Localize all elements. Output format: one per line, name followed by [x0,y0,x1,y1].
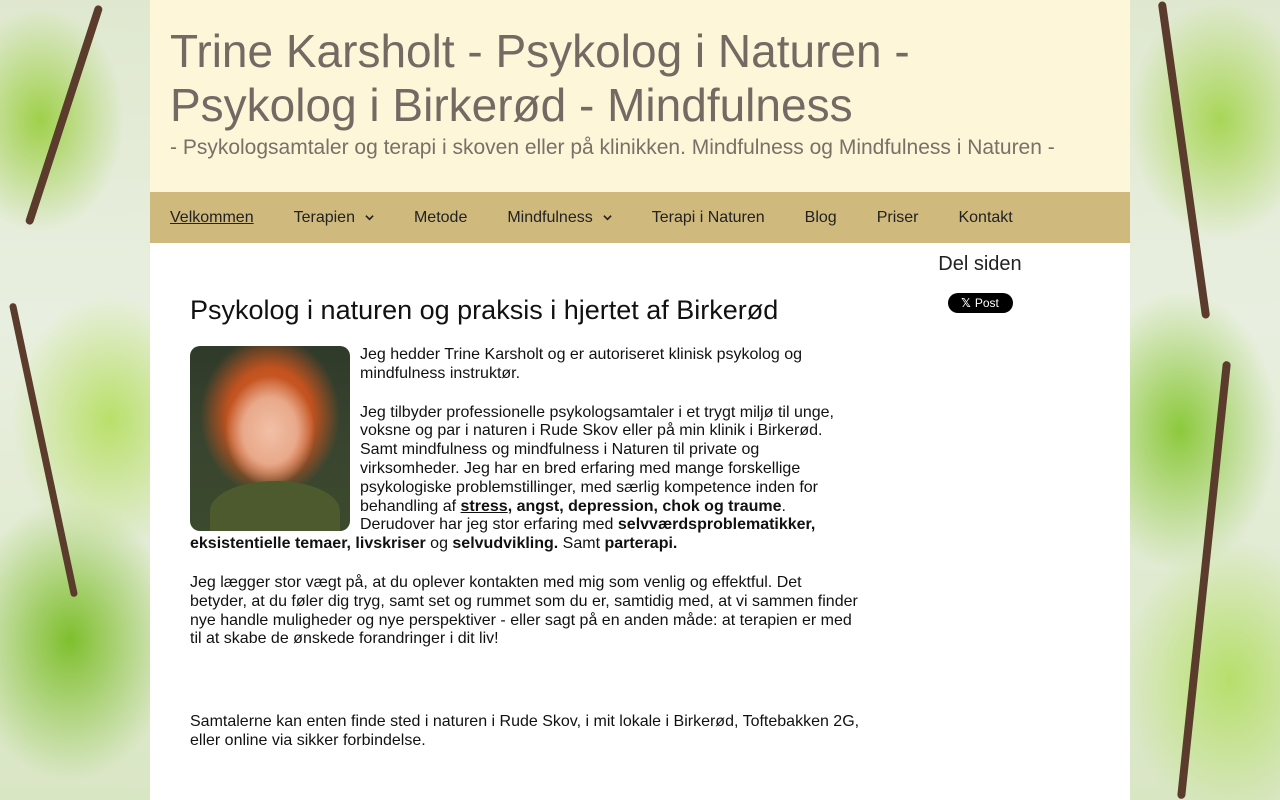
text: . Derudover har jeg stor erfaring med [360,497,786,534]
text: og [425,535,453,553]
site-title[interactable]: Trine Karsholt - Psykolog i Naturen - Psykolog i Birkerød - Mindfulness [170,25,910,131]
chevron-down-icon [603,213,612,222]
post-label: Post [974,296,999,310]
x-logo-icon: 𝕏 [961,296,971,310]
nav-item-blog[interactable] [805,209,837,227]
paragraph: Jeg hedder Trine Karsholt og er autoriseret klinisk psykolog og mindfulness instruktør. [360,346,803,382]
page-title: Psykolog i naturen og praksis i hjertet af Birkerød [190,295,779,325]
nav-item-mindfulness[interactable] [507,209,611,227]
x-post-button[interactable] [948,293,1013,313]
main-nav [150,192,1130,243]
bold-text: selvværdsproblematikker, eksistentielle temaer, livskriser [190,516,816,553]
bold-text: selvudvikling. [452,535,559,553]
text: Samt [558,535,605,553]
background-branch [25,4,104,225]
nav-label: Terapien [293,208,355,226]
nav-item-metode[interactable] [414,209,467,227]
nav-item-velkommen[interactable] [170,209,254,227]
background-branch [1158,1,1210,319]
main-content [190,243,860,751]
portrait-photo [190,346,350,531]
bold-text: parterapi. [604,535,678,553]
nav-item-terapi-i-naturen[interactable] [652,209,765,227]
nav-label: Kontakt [958,208,1013,226]
bold-text: , angst, depression, chok og traume [507,497,782,515]
nav-label: Terapi i Naturen [651,208,765,226]
nav-label: Mindfulness [507,208,593,226]
nav-item-terapien[interactable] [294,209,374,227]
text: Jeg tilbyder professionelle psykologsamtaler i et trygt miljø til unge, voksne og par i naturen i Rude Skov eller på min klinik i Birkerød. Samt mindfulness og mindfulness i Naturen til private og virksomheder. Jeg har en bred erfaring med mange forskellige psykologiske problemstillinger, med særlig kompetence inden for behandling af [360,403,834,515]
page-container [150,0,1130,800]
background-branch [9,303,78,598]
stress-link[interactable]: stress [460,497,508,515]
paragraph: Samtalerne kan enten finde sted i naturen i Rude Skov, i mit lokale i Birkerød, Toftebakken 2G, eller online via sikker forbindelse. [190,713,860,749]
nav-item-kontakt[interactable] [958,209,1012,227]
background-branch [1177,361,1231,799]
intro-text [190,346,860,751]
site-tagline: - Psykologsamtaler og terapi i skoven eller på klinikken. Mindfulness og Mindfulness i Naturen - [170,136,1055,159]
site-header [150,0,1130,192]
share-title: Del siden [938,253,1022,275]
nav-label: Blog [804,208,837,226]
nav-label: Velkommen [170,208,254,226]
sidebar [905,253,1055,313]
nav-label: Priser [876,208,919,226]
paragraph: Jeg lægger stor vægt på, at du oplever kontakten med mig som venlig og effektful. Det betyder, at du føler dig tryg, samt set og rummet som du er, samtidig med, at vi sammen finder nye handle muligheder og nye perspektiver - eller sagt på en anden måde: at terapien er med til at skabe de ønskede forandringer i dit liv! [190,573,858,648]
nav-label: Metode [413,208,468,226]
chevron-down-icon [365,213,374,222]
nav-item-priser[interactable] [877,209,919,227]
